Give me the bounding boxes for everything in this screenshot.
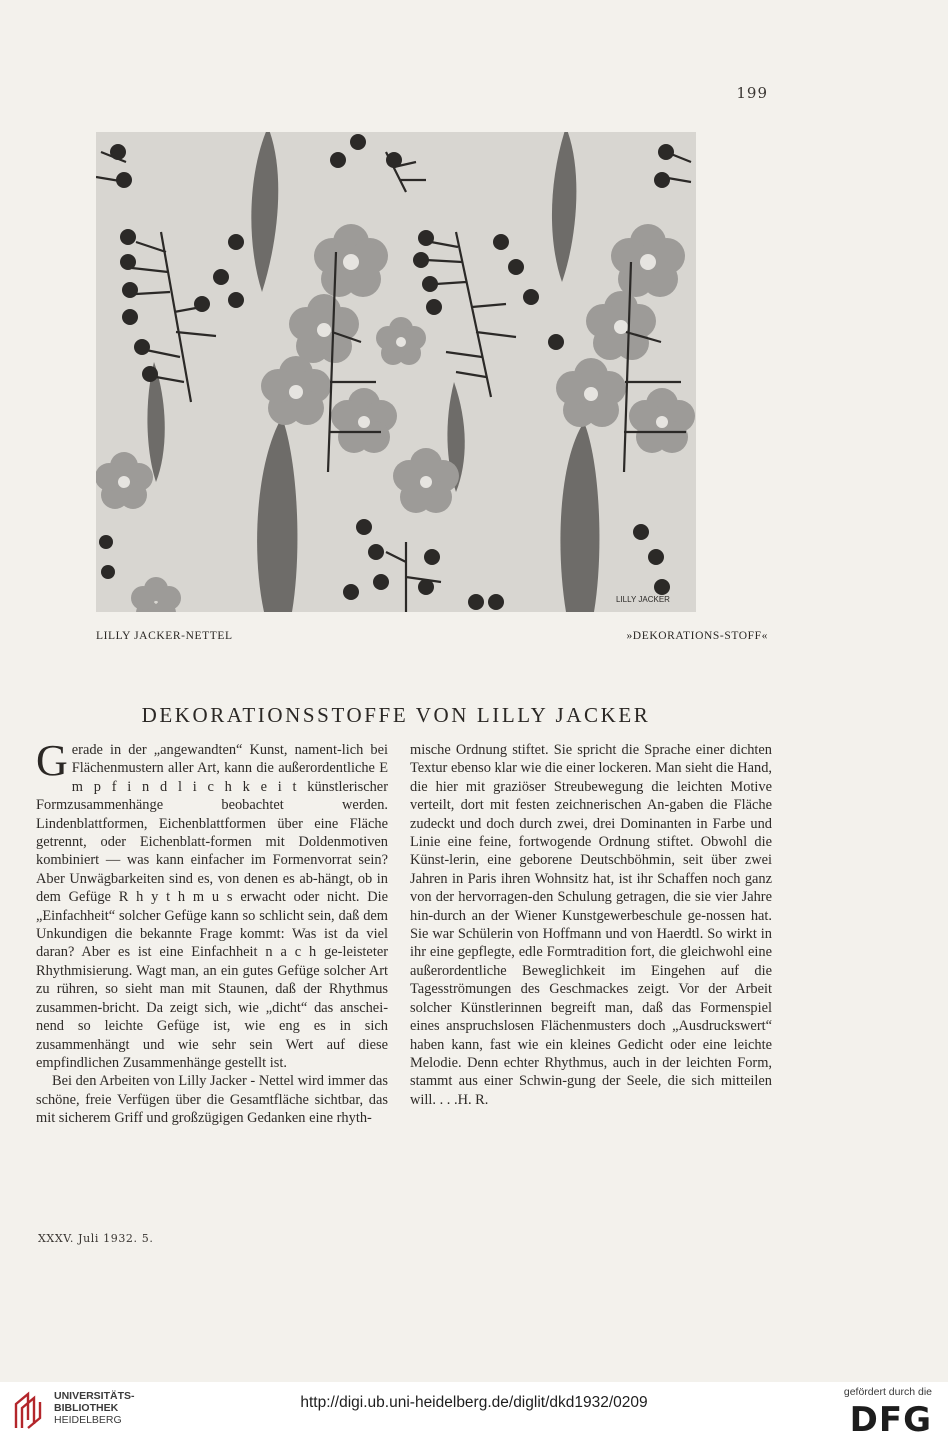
funding-label: gefördert durch die [843, 1386, 932, 1398]
article-column-right [410, 741, 772, 1109]
article-column-left [36, 736, 388, 1128]
source-url-link[interactable]: http://digi.ub.uni-heidelberg.de/diglit/dkd1932/0209 [300, 1394, 648, 1411]
paragraph: Bei den Arbeiten von Lilly Jacker - Nettel wird immer das schöne, freie Verfügen über die Gesamtfläche sichtbar, das mit sicherem Griff und großzügigen Gedanken eine rhyth- [36, 1073, 388, 1127]
drop-cap: G [36, 736, 68, 785]
digitization-bar [0, 1382, 948, 1446]
library-line: HEIDELBERG [54, 1414, 122, 1426]
library-line: BIBLIOTHEK [54, 1402, 119, 1414]
issue-footnote: XXXV. Juli 1932. 5. [38, 1232, 154, 1245]
dfg-logo: DFG [849, 1400, 932, 1440]
caption-artist: LILLY JACKER-NETTEL [96, 630, 233, 642]
paragraph [36, 736, 388, 1072]
fabric-pattern-illustration [96, 132, 696, 612]
article-title: DEKORATIONSSTOFFE VON LILLY JACKER [141, 703, 651, 727]
paragraph-text: erade in der „angewandten“ Kunst, nament-lich bei Flächenmustern aller Art, kann die außerordentliche E m p f i n d l i c h k e i t künstlerischer Formzusammenhänge beobachtet werden. Lindenblattformen, Eichenblattformen über eine Fläche getrennt, oder Eichenblatt-formen mit Doldenmotiven kombiniert — was kann einfacher im Formenvorrat sein? Aber Unwägbarkeiten sind es, von denen es ab-hängt, ob in dem Gefüge R h y t h m u s erwacht oder nicht. Die „Einfachheit“ solcher Gefüge kann so schlicht sein, daß dem Unkundigen die bekannte Frage kommt: Was ist da viel daran? Aber es ist eine Einfachheit n a c h ge-leisteter Rhythmisierung. Wagt man, an ein gutes Gefüge solcher Art zu rühren, so sieht man mit Staunen, daß der Rhythmus zusammen-bricht. Da zeigt sich, wie „dicht“ das anschei-nend so leichte Gefüge ist, wie eng es in sich zusammenhängt und wie sehr sein Wert auf diese empfindlichen Zusammenhänge gestellt ist. [36, 742, 388, 1071]
caption-work-title: »DEKORATIONS-STOFF« [626, 630, 768, 642]
artist-signature: LILLY JACKER [616, 595, 670, 604]
page-number: 199 [736, 84, 768, 102]
fabric-photo [96, 132, 696, 612]
library-line: UNIVERSITÄTS- [54, 1390, 135, 1402]
paragraph: mische Ordnung stiftet. Sie spricht die Sprache einer dichten Textur ebenso klar wie die einer lockeren. Man sieht die Hand, die hier mit graziöser Streubewegung die leichten Motive verteilt, dort mit festen zeichnerischen An-gaben die Fläche zudeckt und doch durch zwei, drei Dominanten in Farbe und Linie eine feine, fortwogende Ordnung stiftet. Obwohl die Künst-lerin, eine geborene Deutschböhmin, seit über zwei Jahren in Paris ihren Wohnsitz hat, ist ihr Schaffen noch ganz von der hervorragen-den Schulung getragen, die sie vier Jahre hin-durch an der Wiener Kunstgewerbeschule ge-nossen hat. Sie war Schülerin von Hoffmann und von Haerdtl. So wirkt in ihr eine gepflegte, edle Formtradition fort, die gleichwohl eine außerordentliche Beweglichkeit im Eingehen auf die Tagesströmungen des Geschmackes zeigt. Vor der Arbeit solcher Künstlerinnen begreift man, daß das Formenspiel eines anspruchslosen Flächenmusters doch „Ausdruckswert“ haben kann, fast wie ein kleines Gedicht oder eine leichte Melodie. Denn echter Rhythmus, auch in der leichten Form, stammt aus einer Schwin-gung der Seele, die sich mitteilen will. . . .H. R. [410, 742, 772, 1108]
